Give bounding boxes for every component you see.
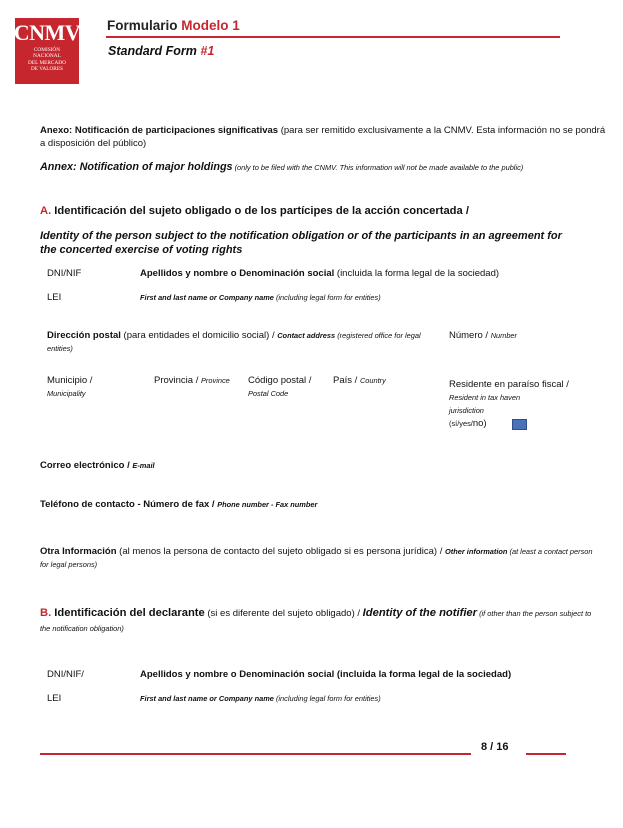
label-email: Correo electrónico / E-mail <box>40 460 155 471</box>
label-other-info: Otra Información (al menos la persona de contacto del sujeto obligado si es persona jurídica) / Other information (at least a contact person for legal persons) <box>40 546 593 569</box>
section-a-title-en: Identity of the person subject to the notification obligation or of the participants in an agreement for the concerted exercise of voting rights <box>40 230 562 256</box>
label-b-lei: LEI <box>47 693 62 704</box>
footer-rule-left <box>40 753 471 755</box>
cnmv-logo <box>15 18 79 84</box>
page-number: 8 / 16 <box>481 741 509 753</box>
label-number: Número / Number <box>449 330 518 341</box>
flag-icon <box>512 419 527 430</box>
label-name-en: First and last name or Company name (including legal form for entities) <box>140 293 381 302</box>
label-name: Apellidos y nombre o Denominación social (incluida la forma legal de la sociedad) <box>140 268 500 279</box>
title-rule <box>106 36 560 38</box>
label-tax-haven: Residente en paraíso fiscal / Resident in tax haven jurisdiction (sí/yes/no) <box>449 379 569 429</box>
label-address: Dirección postal (para entidades el domicilio social) / Contact address (registered office for legal entities) <box>47 330 421 353</box>
label-b-name: Apellidos y nombre o Denominación social (incluida la forma legal de la sociedad) <box>140 669 512 680</box>
form-subtitle: Standard Form #1 <box>108 44 215 58</box>
annex-spanish: Anexo: Notificación de participaciones significativas (para ser remitido exclusivamente a la CNMV. Esta información no se pondrá a disposición del público) <box>40 125 606 149</box>
label-lei: LEI <box>47 292 62 303</box>
section-b-title: B. Identificación del declarante (si es diferente del sujeto obligado) / Identity of the notifier (if other than the person subject to the notification obligation) <box>40 607 592 633</box>
label-municipality: Municipio / Municipality <box>47 375 93 398</box>
section-a-title: A. Identificación del sujeto obligado o de los partícipes de la acción concertada / <box>40 205 469 217</box>
logo-subtitle: COMISIÓN NACIONAL DEL MERCADO DE VALORES <box>28 47 66 73</box>
label-phone: Teléfono de contacto - Número de fax / Phone number - Fax number <box>40 499 318 510</box>
form-title: Formulario Modelo 1 <box>107 18 240 33</box>
annex-english: Annex: Notification of major holdings (only to be filed with the CNMV. This information will not be made available to the public) <box>40 161 524 173</box>
logo-wordmark: CNMV <box>13 20 81 45</box>
footer-rule-right <box>526 753 566 755</box>
label-province: Provincia / Province <box>154 375 230 386</box>
label-dni-nif: DNI/NIF <box>47 268 82 279</box>
label-b-dni-nif: DNI/NIF/ <box>47 669 84 680</box>
label-postal-code: Código postal / Postal Code <box>248 375 312 398</box>
label-country: País / Country <box>333 375 386 386</box>
label-b-name-en: First and last name or Company name (including legal form for entities) <box>140 694 381 703</box>
